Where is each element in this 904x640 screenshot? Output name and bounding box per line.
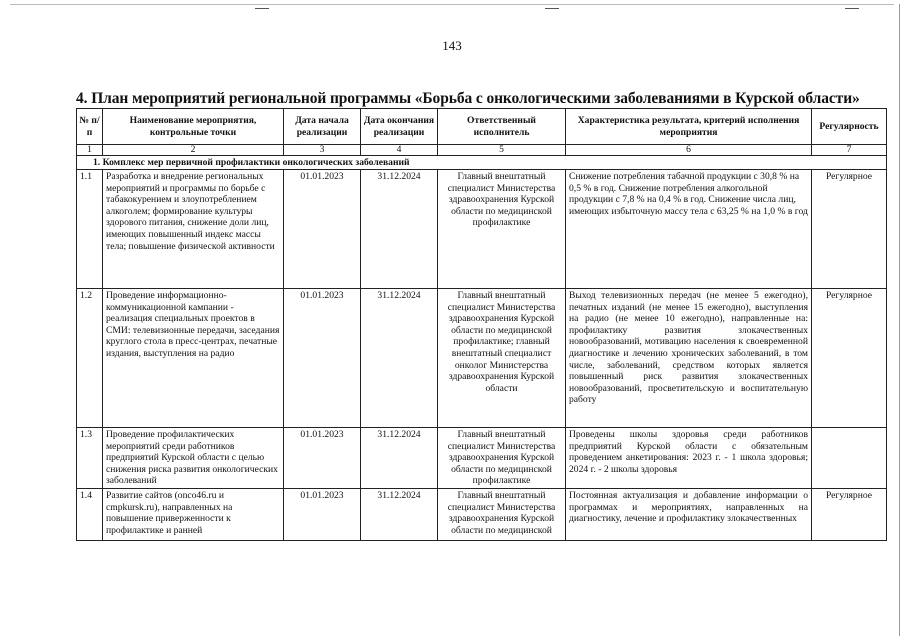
plan-table: [76, 108, 887, 541]
table-row: [77, 428, 887, 489]
column-number: 5: [438, 145, 566, 156]
row-number: 1.4: [77, 488, 103, 540]
top-tick-mark: [845, 8, 859, 9]
row-result: Проведены школы здоровья среди работников предприятий Курской области с обязательным проведением анкетирования: 2023 г. - 1 школа здоровья; 2024 г. - 2 школы здоровья: [566, 428, 812, 489]
column-header: Ответственный исполнитель: [438, 109, 566, 145]
top-border-line: [10, 4, 894, 5]
section-row: [77, 156, 887, 170]
column-number: 1: [77, 145, 103, 156]
row-start-date: 01.01.2023: [284, 488, 361, 540]
row-regularity: Регулярное: [812, 289, 887, 428]
row-name: Проведение информационно-коммуникационной кампании - реализация специальных проектов в СМИ: телевизионные передачи, заседания круглого стола в пресс-центрах, печатные издания, выступления на радио: [103, 289, 284, 428]
column-number: 2: [103, 145, 284, 156]
row-name: Развитие сайтов (onco46.ru и cmpkursk.ru), направленных на повышение приверженности к профилактике и ранней: [103, 488, 284, 540]
row-executor: Главный внештатный специалист Министерства здравоохранения Курской области по медицинской профилактике; главный внештатный специалист онколог Министерства здравоохранения Курской области: [438, 289, 566, 428]
column-header: Наименование мероприятия, контрольные точки: [103, 109, 284, 145]
row-result: Постоянная актуализация и добавление информации о программах и мероприятиях, направленных на диагностику, лечение и профилактику злокачественных: [566, 488, 812, 540]
row-start-date: 01.01.2023: [284, 289, 361, 428]
row-start-date: 01.01.2023: [284, 428, 361, 489]
column-header: № п/п: [77, 109, 103, 145]
row-executor: Главный внештатный специалист Министерства здравоохранения Курской области по медицинской: [438, 488, 566, 540]
column-header: Регулярность: [812, 109, 887, 145]
row-end-date: 31.12.2024: [361, 289, 438, 428]
right-border-line: [899, 4, 900, 636]
row-end-date: 31.12.2024: [361, 428, 438, 489]
table-row: [77, 170, 887, 289]
column-number: 7: [812, 145, 887, 156]
table-header-row: [77, 109, 887, 145]
column-number: 3: [284, 145, 361, 156]
row-regularity: Регулярное: [812, 488, 887, 540]
row-start-date: 01.01.2023: [284, 170, 361, 289]
table-row: [77, 488, 887, 540]
row-executor: Главный внештатный специалист Министерства здравоохранения Курской области по медицинской профилактике: [438, 428, 566, 489]
column-number: 4: [361, 145, 438, 156]
row-result: Снижение потребления табачной продукции с 30,8 % на 0,5 % в год. Снижение потребления алкогольной продукции с 7,8 % на 0,4 % в год. Снижение числа лиц, имеющих избыточную массу тела с 63,25 % на 1,0 % в год: [566, 170, 812, 289]
row-name: Проведение профилактических мероприятий среди работников предприятий Курской области с целью снижения риска развития онкологических заболеваний: [103, 428, 284, 489]
row-end-date: 31.12.2024: [361, 488, 438, 540]
column-header: Дата начала реализации: [284, 109, 361, 145]
page-number: 143: [442, 38, 462, 53]
row-number: 1.2: [77, 289, 103, 428]
column-header: Характеристика результата, критерий исполнения мероприятия: [566, 109, 812, 145]
row-number: 1.1: [77, 170, 103, 289]
page-title: 4. План мероприятий региональной программы «Борьба с онкологическими заболеваниями в Курской области»: [76, 90, 860, 107]
row-name: Разработка и внедрение региональных мероприятий и программы по борьбе с табакокурением и злоупотреблением алкоголем; формирование культуры здорового питания, снижение доли лиц, имеющих повышенный индекс массы тела; повышение физической активности: [103, 170, 284, 289]
column-header: Дата окончания реализации: [361, 109, 438, 145]
row-regularity: [812, 428, 887, 489]
row-end-date: 31.12.2024: [361, 170, 438, 289]
top-tick-mark: [545, 8, 559, 9]
row-number: 1.3: [77, 428, 103, 489]
top-tick-mark: [255, 8, 269, 9]
row-executor: Главный внештатный специалист Министерства здравоохранения Курской области по медицинской профилактике: [438, 170, 566, 289]
row-result: Выход телевизионных передач (не менее 5 ежегодно), печатных изданий (не менее 15 ежегодно), выступления на радио (не менее 10 ежегодно), направленные на: профилактику развития злокачественных новообразований, мотивацию населения к своевременной диагностике и лечению хронических заболеваний, в том числе, заболеваний, средством которых является повышенный риск развития злокачественных новообразований, просветительскую и воспитательную работу: [566, 289, 812, 428]
section-title: 1. Комплекс мер первичной профилактики онкологических заболеваний: [77, 156, 887, 170]
table-row: [77, 289, 887, 428]
row-regularity: Регулярное: [812, 170, 887, 289]
column-number-row: [77, 145, 887, 156]
column-number: 6: [566, 145, 812, 156]
